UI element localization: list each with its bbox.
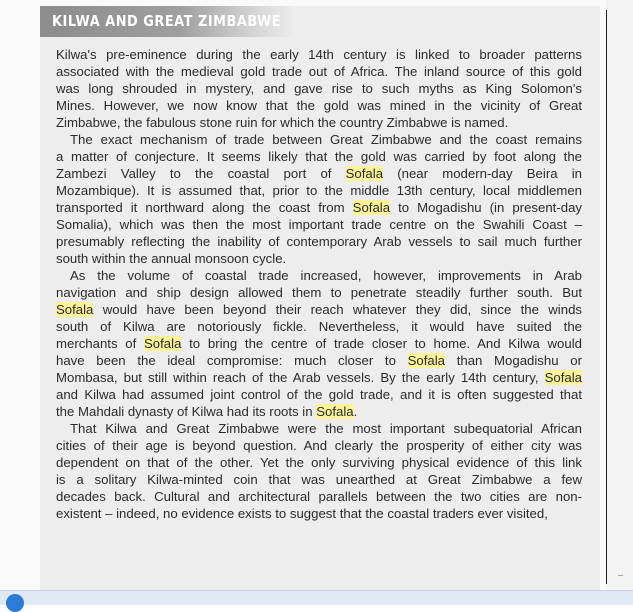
text-run: Kilwa's pre-eminence during the early 14th century is linked to broader patterns bbox=[56, 47, 582, 62]
text-line bbox=[56, 233, 582, 250]
text-run: (near modern-day Beira in bbox=[383, 166, 582, 181]
text-run: cities of their age is beyond question. And clearly the prosperity of either city was bbox=[56, 438, 582, 453]
text-run: merchants of bbox=[56, 336, 145, 351]
text-line bbox=[56, 216, 582, 233]
text-run: existent – indeed, no evidence exists to suggest that the coastal traders ever visited, bbox=[56, 506, 548, 521]
text-run: was long shrouded in mystery, and gave rise to such myths as King Solomon's bbox=[56, 81, 582, 96]
text-line bbox=[56, 386, 582, 403]
text-line bbox=[56, 318, 582, 335]
text-line bbox=[56, 131, 582, 148]
text-run: . bbox=[353, 404, 358, 419]
text-run: Zambezi Valley to the coastal port of bbox=[56, 166, 346, 181]
text-line bbox=[56, 352, 582, 369]
text-run: That Kilwa and Great Zimbabwe were the most important subequatorial African bbox=[70, 421, 582, 436]
text-line bbox=[56, 114, 582, 131]
text-line bbox=[56, 403, 582, 420]
text-run: to bring the centre of trade closer to home. And Kilwa would bbox=[181, 336, 582, 351]
paragraph bbox=[56, 46, 582, 131]
text-line bbox=[56, 471, 582, 488]
text-run: Mombasa, but still within reach of the Arab vessels. By the early 14th century, bbox=[56, 370, 545, 385]
text-line bbox=[56, 199, 582, 216]
text-line bbox=[56, 267, 582, 284]
text-run: is a solitary Kilwa-minted coin that was unearthed at Great Zimbabwe a few bbox=[56, 472, 582, 487]
text-run: have been the ideal compromise: much closer to bbox=[56, 353, 408, 368]
highlighted-term: Sofala bbox=[316, 404, 354, 419]
paragraph bbox=[56, 420, 582, 522]
text-line bbox=[56, 182, 582, 199]
text-run: transported it northward along the coast from bbox=[56, 200, 353, 215]
text-run: navigation and ship design allowed them to penetrate steadily further south. But bbox=[56, 285, 582, 300]
text-run: presumably reflecting the inability of contemporary Arab vessels to sail much further bbox=[56, 234, 582, 249]
text-run: south of Kilwa are notoriously fickle. Nevertheless, it would have suited the bbox=[56, 319, 582, 334]
text-run: Mozambique). It is assumed that, prior to the middle 13th century, local middlemen bbox=[56, 183, 582, 198]
text-run: As the volume of coastal trade increased, however, improvements in Arab bbox=[70, 268, 582, 283]
text-run: a matter of conjecture. It seems likely that the gold was carried by foot along the bbox=[56, 149, 582, 164]
paragraph bbox=[56, 267, 582, 420]
viewer-bottom-bar bbox=[0, 590, 633, 605]
text-line bbox=[56, 369, 582, 386]
text-run: Somalia), which was then the most important trade centre on the Swahili Coast – bbox=[56, 217, 582, 232]
heading-bar bbox=[40, 6, 295, 37]
text-run: decades back. Cultural and architectural parallels between the two cities are non- bbox=[56, 489, 582, 504]
text-run: The exact mechanism of trade between Great Zimbabwe and the coast remains bbox=[70, 132, 582, 147]
text-line bbox=[56, 284, 582, 301]
text-line bbox=[56, 420, 582, 437]
text-line bbox=[56, 97, 582, 114]
text-line bbox=[56, 454, 582, 471]
text-run: the Mahdali dynasty of Kilwa had its roots in bbox=[56, 404, 317, 419]
text-run: Mines. However, we now know that the gold was mined in the vicinity of Great bbox=[56, 98, 582, 113]
margin-mark bbox=[618, 575, 623, 576]
highlighted-term: Sofala bbox=[407, 353, 445, 368]
highlighted-term: Sofala bbox=[352, 200, 391, 215]
text-line bbox=[56, 250, 582, 267]
text-line bbox=[56, 148, 582, 165]
text-line bbox=[56, 165, 582, 182]
text-run: would have been beyond their reach whatever they did, since the winds bbox=[93, 302, 582, 317]
section-heading: KILWA AND GREAT ZIMBABWE bbox=[52, 12, 282, 30]
page-right-margin bbox=[606, 0, 633, 590]
paragraph bbox=[56, 131, 582, 267]
text-line bbox=[56, 46, 582, 63]
text-run: dependent on that of the other. Yet the only surviving physical evidence of this link bbox=[56, 455, 582, 470]
text-line bbox=[56, 505, 582, 522]
column-divider bbox=[606, 10, 607, 584]
text-line bbox=[56, 488, 582, 505]
text-run: and Kilwa had assumed joint control of the gold trade, and it is often suggested that bbox=[56, 387, 582, 402]
highlighted-term: Sofala bbox=[345, 166, 384, 181]
section-body[interactable] bbox=[56, 46, 582, 522]
text-run: to Mogadishu (in present-day bbox=[390, 200, 582, 215]
highlighted-term: Sofala bbox=[144, 336, 182, 351]
text-run: Zimbabwe, the fabulous stone ruin for which the country Zimbabwe is named. bbox=[56, 115, 509, 130]
highlighted-term: Sofala bbox=[56, 302, 94, 317]
text-run: south within the annual monsoon cycle. bbox=[56, 251, 287, 266]
text-line bbox=[56, 80, 582, 97]
highlighted-term: Sofala bbox=[544, 370, 582, 385]
text-line bbox=[56, 437, 582, 454]
text-line bbox=[56, 301, 582, 318]
text-line bbox=[56, 335, 582, 352]
text-run: than Mogadishu or bbox=[445, 353, 582, 368]
text-line bbox=[56, 63, 582, 80]
assistant-button-icon[interactable] bbox=[6, 594, 24, 612]
text-run: associated with the medieval gold trade out of Africa. The inland source of this gold bbox=[56, 64, 582, 79]
sidebar-box bbox=[40, 6, 600, 590]
